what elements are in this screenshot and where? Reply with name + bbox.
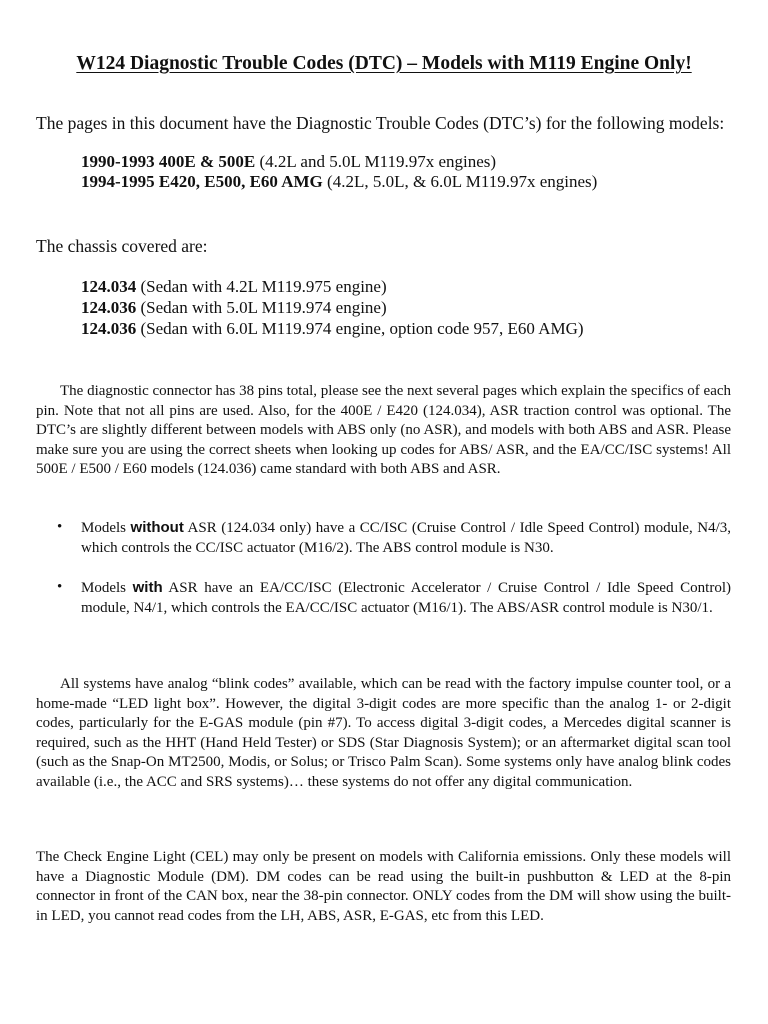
chassis-code: 124.034 [81, 277, 137, 296]
bullet-emphasis: without [130, 519, 184, 536]
bullet-text-post: ASR (124.034 only) have a CC/ISC (Cruise Control / Idle Speed Control) module, N4/3, which controls the CC/ISC actuator (M16/2). The ABS control module is N30. [81, 520, 731, 556]
model-engines: (4.2L and 5.0L M119.97x engines) [255, 152, 497, 171]
chassis-desc: (Sedan with 4.2L M119.975 engine) [136, 277, 387, 296]
chassis-line [81, 318, 584, 339]
model-line [81, 172, 597, 192]
chassis-desc: (Sedan with 5.0L M119.974 engine) [136, 298, 387, 317]
blink-codes-paragraph: All systems have analog “blink codes” available, which can be read with the factory impulse counter tool, or a home-made “LED light box”. However, the digital 3-digit codes are more specific than the analog 1- or 2-digit codes, particularly for the E-GAS module (pin #7). To access digital 3-digit codes, a Mercedes digital scanner is required, such as the HHT (Hand Held Tester) or SDS (Star Diagnosis System); or an aftermarket digital scan tool (such as the Snap-On MT2500, Modis, or Solus; or Trisco Palm Scan). Some systems only have analog blink codes available (i.e., the ACC and SRS systems)… these systems do not offer any digital communication. [36, 676, 731, 790]
model-line [81, 152, 597, 172]
bullet-emphasis: with [132, 579, 163, 596]
model-name: 1990-1993 400E & 500E [81, 152, 256, 171]
document-title: W124 Diagnostic Trouble Codes (DTC) – Models with M119 Engine Only! [76, 53, 692, 74]
bullet-text [81, 518, 731, 558]
model-name: 1994-1995 E420, E500, E60 AMG [81, 172, 323, 191]
chassis-code: 124.036 [81, 319, 137, 338]
bullet-icon: • [57, 579, 63, 595]
chassis-line [81, 276, 584, 297]
intro-text: The pages in this document have the Diagnostic Trouble Codes (DTC’s) for the following models: [36, 113, 725, 133]
check-engine-light-paragraph: The Check Engine Light (CEL) may only be present on models with California emissions. Only these models will have a Diagnostic Module (DM). DM codes can be read using the built-in pushbutton & LED at the 8-pin connector in front of the CAN box, near the 38-pin connector. ONLY codes from the DM will show using the built-in LED, you cannot read codes from the LH, ABS, ASR, E-GAS, etc from this LED. [36, 849, 731, 924]
chassis-intro-text: The chassis covered are: [36, 236, 208, 256]
chassis-desc: (Sedan with 6.0L M119.974 engine, option code 957, E60 AMG) [136, 319, 584, 338]
bullet-text-post: ASR have an EA/CC/ISC (Electronic Accelerator / Cruise Control / Idle Speed Control) module, N4/1, which controls the EA/CC/ISC actuator (M16/1). The ABS/ASR control module is N30/1. [81, 580, 731, 616]
models-list [81, 152, 597, 192]
bullet-text-pre: Models [81, 520, 131, 536]
diagnostic-connector-paragraph: The diagnostic connector has 38 pins total, please see the next several pages which explain the specifics of each pin. Note that not all pins are used. Also, for the 400E / E420 (124.034), ASR traction control was optional. The DTC’s are slightly different between models with ABS only (no ASR), and models with both ABS and ASR. Please make sure you are using the correct sheets when looking up codes for ABS/ ASR, and the EA/CC/ISC systems! All 500E / E500 / E60 models (124.036) came standard with both ABS and ASR. [36, 383, 732, 477]
model-engines: (4.2L, 5.0L, & 6.0L M119.97x engines) [322, 172, 598, 191]
bullet-text-pre: Models [81, 580, 133, 596]
chassis-code: 124.036 [81, 298, 137, 317]
chassis-list [81, 276, 584, 339]
chassis-line [81, 297, 584, 318]
bullet-icon: • [57, 519, 63, 535]
bullet-text [81, 578, 731, 618]
